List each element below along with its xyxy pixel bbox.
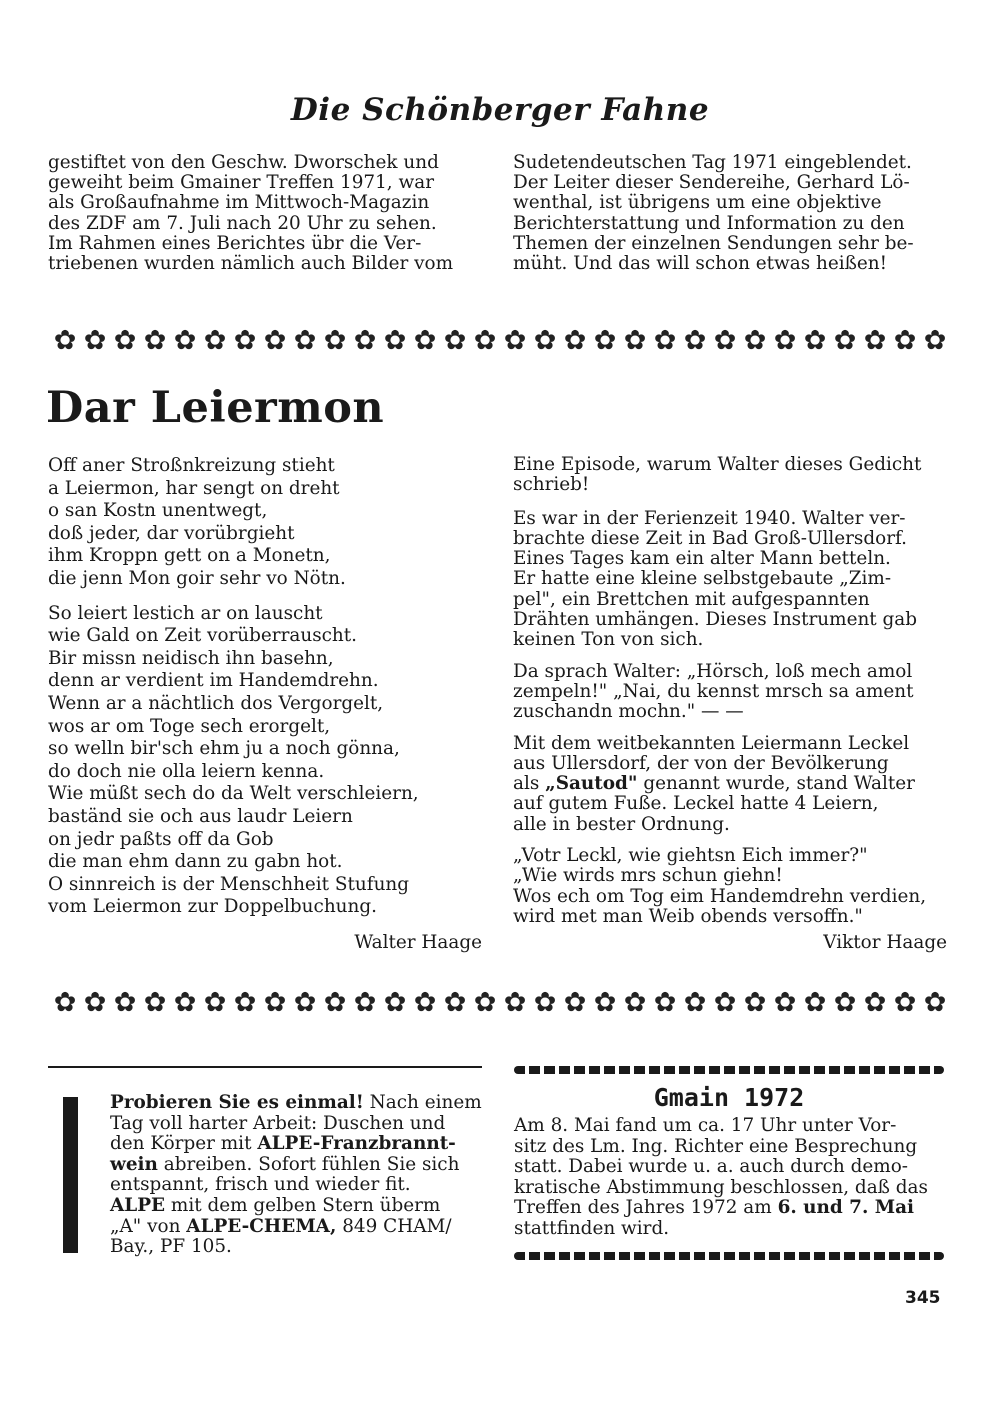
episode-column (513, 455, 949, 927)
poem-line: baständ sie och aus laudr Leiern (48, 805, 353, 827)
ornament-flower-icon: ✿ (923, 325, 947, 356)
ornament-flower-icon: ✿ (473, 325, 497, 356)
text-line: den Körper mit ALPE-Franzbrannt- (110, 1133, 456, 1155)
poem-line: so welln bir'sch ehm ju a noch gönna, (48, 738, 400, 760)
ornament-flower-icon: ✿ (443, 987, 467, 1018)
poem-stanza-1 (48, 455, 482, 591)
poem-line: ihm Kroppn gett on a Monetn, (48, 545, 331, 567)
text-line: „A" von ALPE-CHEMA, 849 CHAM/ (110, 1215, 452, 1237)
text-line: als Großaufnahme im Mittwoch-Magazin (48, 192, 430, 214)
poem-line: die man ehm dann zu gabn hot. (48, 851, 343, 873)
text-line: kratische Abstimmung beschlossen, daß das (514, 1176, 928, 1198)
ornament-flower-icon: ✿ (383, 987, 407, 1018)
text-line: brachte diese Zeit in Bad Groß-Ullersdorf. (513, 527, 908, 549)
ornament-flower-icon: ✿ (53, 987, 77, 1018)
ornament-flower-icon: ✿ (113, 325, 137, 356)
ad-top-rule (48, 1066, 482, 1068)
article-right-column (513, 153, 949, 274)
poem-line: doß jeder, dar vorübrgieht (48, 522, 295, 544)
ornament-flower-icon: ✿ (413, 987, 437, 1018)
text-line: auf gutem Fuße. Leckel hatte 4 Leiern, (513, 793, 879, 815)
bold-text: ALPE-Franzbrannt- (257, 1133, 456, 1155)
ornament-flower-icon: ✿ (263, 325, 287, 356)
ornament-flower-icon: ✿ (323, 325, 347, 356)
text-line: Eines Tages kam ein alter Mann betteln. (513, 548, 891, 570)
ornament-flower-icon: ✿ (713, 987, 737, 1018)
ornament-flower-icon: ✿ (623, 325, 647, 356)
ornament-flower-icon: ✿ (143, 325, 167, 356)
episode-paragraph (513, 846, 949, 927)
ornament-flower-icon: ✿ (893, 987, 917, 1018)
ornament-flower-icon: ✿ (653, 325, 677, 356)
gmain-top-wavy-rule (514, 1066, 944, 1074)
episode-paragraph (513, 509, 949, 651)
text-line: pel", ein Brettchen mit aufgespannten (513, 588, 870, 610)
ornament-flower-icon: ✿ (203, 987, 227, 1018)
text-line: geweiht beim Gmainer Treffen 1971, war (48, 172, 434, 194)
text-line: aus Ullersdorf, der von der Bevölkerung (513, 752, 889, 774)
text-line: zempeln!" „Nai, du kennst mrsch sa ament (513, 680, 914, 702)
ornament-flower-icon: ✿ (773, 987, 797, 1018)
bold-text: ALPE (110, 1194, 166, 1216)
text-line: Treffen des Jahres 1972 am 6. und 7. Mai (514, 1197, 915, 1219)
ornament-flower-icon: ✿ (293, 325, 317, 356)
ornament-flower-icon: ✿ (863, 987, 887, 1018)
text-line: Da sprach Walter: „Hörsch, loß mech amol (513, 660, 913, 682)
bold-text: wein (110, 1153, 158, 1175)
ornament-flower-icon: ✿ (353, 325, 377, 356)
article-left-column (48, 153, 482, 274)
ornament-flower-icon: ✿ (143, 987, 167, 1018)
ornament-flower-icon: ✿ (113, 987, 137, 1018)
text-line: Wos ech om Tog eim Handemdrehn verdien, (513, 885, 927, 907)
text-line: Er hatte eine kleine selbstgebaute „Zim- (513, 568, 892, 590)
text-line: des ZDF am 7. Juli nach 20 Uhr zu sehen. (48, 212, 437, 234)
ornament-flower-icon: ✿ (203, 325, 227, 356)
ornament-flower-icon: ✿ (503, 987, 527, 1018)
text-line: Mit dem weitbekannten Leiermann Leckel (513, 732, 910, 754)
text-line: entspannt, frisch und wieder fit. (110, 1174, 411, 1196)
gmain-notice (514, 1116, 948, 1240)
ornament-flower-icon: ✿ (233, 987, 257, 1018)
text-line: „Votr Leckl, wie giehtsn Eich immer?" (513, 845, 868, 867)
bold-text: Probieren Sie es einmal! (110, 1092, 364, 1113)
ornament-flower-icon: ✿ (503, 325, 527, 356)
ornament-flower-icon: ✿ (83, 325, 107, 356)
ornament-flower-icon: ✿ (773, 325, 797, 356)
text-line: zuschandn mochn." — — (513, 701, 744, 723)
page-number: 345 (905, 1288, 941, 1308)
text-line: sitz des Lm. Ing. Richter eine Besprechung (514, 1135, 918, 1157)
ornament-flower-icon: ✿ (533, 325, 557, 356)
ornament-flower-icon: ✿ (533, 987, 557, 1018)
text-line: Themen der einzelnen Sendungen sehr be- (513, 232, 914, 254)
poem-line: O sinnreich is der Menschheit Stufung (48, 873, 410, 895)
gmain-bottom-wavy-rule (514, 1252, 944, 1260)
poem-line: Bir missn neidisch ihn basehn, (48, 647, 334, 669)
poem-stanza-2 (48, 603, 482, 919)
ornament-flower-icon: ✿ (833, 987, 857, 1018)
article-title: Die Schönberger Fahne (290, 92, 710, 128)
text-line: wird met man Weib obends versoffn." (513, 905, 863, 927)
episode-paragraph (513, 455, 949, 496)
poem-line: vom Leiermon zur Doppelbuchung. (48, 896, 377, 918)
ornament-flower-icon: ✿ (83, 987, 107, 1018)
text-line: statt. Dabei wurde u. a. auch durch demo- (514, 1156, 909, 1178)
text-line: wein abreiben. Sofort fühlen Sie sich (110, 1153, 460, 1175)
text-line: Bay., PF 105. (110, 1236, 232, 1258)
episode-author: Viktor Haage (823, 932, 947, 953)
text-line: triebenen wurden nämlich auch Bilder vom (48, 253, 454, 275)
poem-column (48, 455, 482, 919)
ornament-flower-icon: ✿ (323, 987, 347, 1018)
poem-line: on jedr paßts off da Gob (48, 828, 274, 850)
text-line: Berichterstattung und Information zu den (513, 212, 905, 234)
ornament-flower-icon: ✿ (353, 987, 377, 1018)
bold-text: 6. und 7. Mai (777, 1197, 915, 1219)
ornament-flower-icon: ✿ (623, 987, 647, 1018)
bold-text: „Sautod" (545, 773, 638, 795)
ornament-flower-icon: ✿ (173, 987, 197, 1018)
ornament-flower-icon: ✿ (443, 325, 467, 356)
poem-line: wie Gald on Zeit vorüberrauscht. (48, 625, 358, 647)
ornament-flower-icon: ✿ (263, 987, 287, 1018)
poem-line: do doch nie olla leiern kenna. (48, 760, 325, 782)
text-line: alle in bester Ordnung. (513, 813, 730, 835)
episode-paragraph (513, 662, 949, 723)
poem-line: o san Kostn unentwegt, (48, 500, 268, 522)
text-line: ALPE mit dem gelben Stern überm (110, 1194, 441, 1216)
ornament-flower-icon: ✿ (53, 325, 77, 356)
poem-line: denn ar verdient im Handemdrehn. (48, 670, 379, 692)
text-line: Drähten umhängen. Dieses Instrument gab (513, 609, 918, 631)
text-line: „Wie wirds mrs schun giehn! (513, 865, 783, 887)
text-line: Am 8. Mai fand um ca. 17 Uhr unter Vor- (514, 1115, 897, 1136)
ornament-flower-icon: ✿ (413, 325, 437, 356)
ornament-flower-icon: ✿ (233, 325, 257, 356)
text-line: Im Rahmen eines Berichtes übr die Ver- (48, 232, 422, 254)
ornament-border-top (50, 323, 950, 359)
poem-line: wos ar om Toge sech erorgelt, (48, 715, 331, 737)
ornament-flower-icon: ✿ (473, 987, 497, 1018)
ornament-flower-icon: ✿ (653, 987, 677, 1018)
poem-line: Off aner Stroßnkreizung stieht (48, 455, 335, 476)
ornament-flower-icon: ✿ (803, 325, 827, 356)
poem-line: a Leiermon, har sengt on dreht (48, 477, 340, 499)
poem-line: So leiert lestich ar on lauscht (48, 602, 323, 624)
ornament-flower-icon: ✿ (833, 325, 857, 356)
ornament-flower-icon: ✿ (713, 325, 737, 356)
text-line: keinen Ton von sich. (513, 629, 704, 651)
poem-line: die jenn Mon goir sehr vo Nötn. (48, 567, 346, 589)
text-line: stattfinden wird. (514, 1217, 670, 1239)
ornament-flower-icon: ✿ (593, 987, 617, 1018)
text-line: wenthal, ist übrigens um eine objektive (513, 192, 882, 214)
text-line: als „Sautod" genannt wurde, stand Walter (513, 773, 915, 795)
text-line: gestiftet von den Geschw. Dworschek und (48, 152, 439, 173)
ornament-flower-icon: ✿ (863, 325, 887, 356)
ornament-border-bottom (50, 985, 950, 1021)
text-line: Es war in der Ferienzeit 1940. Walter ver- (513, 507, 906, 529)
ornament-flower-icon: ✿ (293, 987, 317, 1018)
poem-line: Wie müßt sech do da Welt verschleiern, (48, 783, 419, 805)
text-line: Tag voll harter Arbeit: Duschen und (110, 1112, 446, 1134)
poem-title: Dar Leiermon (46, 383, 385, 433)
ornament-flower-icon: ✿ (803, 987, 827, 1018)
poem-author: Walter Haage (354, 932, 482, 953)
text-line: Der Leiter dieser Sendereihe, Gerhard Lö- (513, 172, 910, 194)
episode-paragraph (513, 734, 949, 835)
ornament-flower-icon: ✿ (173, 325, 197, 356)
ad-initial-bar (63, 1097, 78, 1253)
poem-line: Wenn ar a nächtlich dos Vergorgelt, (48, 692, 384, 714)
ornament-flower-icon: ✿ (923, 987, 947, 1018)
ornament-flower-icon: ✿ (563, 987, 587, 1018)
text-line: Eine Episode, warum Walter dieses Gedicht (513, 454, 922, 475)
text-line: schrieb! (513, 474, 590, 496)
text-line: Sudetendeutschen Tag 1971 eingeblendet. (513, 152, 912, 173)
advertisement (110, 1093, 482, 1258)
ornament-flower-icon: ✿ (683, 987, 707, 1018)
gmain-title: Gmain 1972 (653, 1083, 805, 1112)
ornament-flower-icon: ✿ (383, 325, 407, 356)
text-line: Probieren Sie es einmal! Nach einem (110, 1092, 482, 1113)
ornament-flower-icon: ✿ (893, 325, 917, 356)
ornament-flower-icon: ✿ (743, 325, 767, 356)
ornament-flower-icon: ✿ (743, 987, 767, 1018)
ornament-flower-icon: ✿ (683, 325, 707, 356)
text-line: müht. Und das will schon etwas heißen! (513, 253, 888, 275)
ornament-flower-icon: ✿ (563, 325, 587, 356)
bold-text: ALPE-CHEMA, (186, 1215, 337, 1237)
ornament-flower-icon: ✿ (593, 325, 617, 356)
